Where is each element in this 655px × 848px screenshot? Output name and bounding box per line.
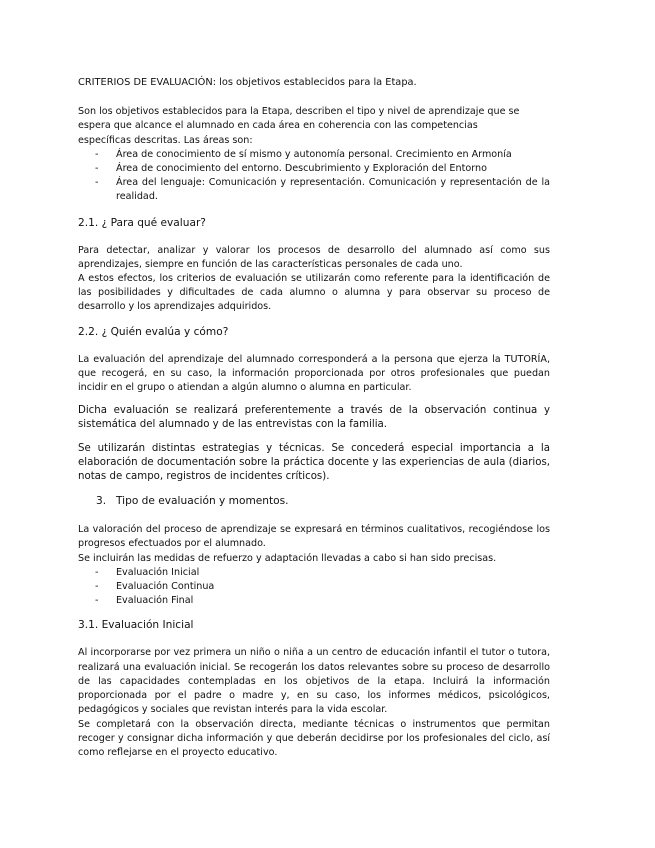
section-2-2-heading: 2.2. ¿ Quién evalúa y cómo? <box>78 325 229 338</box>
section-2-1-heading: 2.1. ¿ Para qué evaluar? <box>78 216 206 229</box>
section-2-1-paragraph: A estos efectos, los criterios de evaluación se utilizarán como referente para la identificación de las posibilidades y dificultades de cada alumno o alumna y para observar su proceso de desarrollo y los aprendizajes adquiridos. <box>78 273 550 313</box>
section-3-paragraph: La valoración del proceso de aprendizaje se expresará en términos cualitativos, recogiéndose los progresos efectuados por el alumnado. <box>78 524 550 550</box>
list-item: - Evaluación Final <box>95 595 194 607</box>
section-2-2-paragraph: Se utilizarán distintas estrategias y técnicas. Se concederá especial importancia a la elaboración de documentación sobre la práctica docente y las experiencias de aula (diarios, notas de campo, registros de incidentes críticos). <box>78 442 550 483</box>
evaluation-types-list <box>78 566 550 609</box>
list-item: - Área del lenguaje: Comunicación y representación. Comunicación y representación de la realidad. <box>95 177 550 203</box>
section-number: 3. <box>96 495 107 508</box>
section-3-1-heading: 3.1. Evaluación Inicial <box>78 619 194 632</box>
section-2-1-paragraph: Para detectar, analizar y valorar los procesos de desarrollo del alumnado así como sus aprendizajes, siempre en función de las características personales de cada uno. <box>78 244 550 270</box>
section-3-heading <box>78 494 550 508</box>
list-item: - Evaluación Inicial <box>95 566 200 578</box>
section-2-2-paragraph: Dicha evaluación se realizará preferentemente a través de la observación continua y sistemática del alumnado y de las entrevistas con la familia. <box>78 405 550 431</box>
document-title: CRITERIOS DE EVALUACIÓN: los objetivos establecidos para la Etapa. <box>78 77 417 88</box>
list-item: - Área de conocimiento del entorno. Descubrimiento y Exploración del Entorno <box>95 163 487 175</box>
list-item: - Área de conocimiento de sí mismo y autonomía personal. Crecimiento en Armonía <box>95 148 512 160</box>
section-3-title: Tipo de evaluación y momentos. <box>116 495 289 508</box>
section-3-paragraph: Se incluirán las medidas de refuerzo y adaptación llevadas a cabo si han sido precisas. <box>78 552 497 564</box>
section-2-2-paragraph: La evaluación del aprendizaje del alumnado corresponderá a la persona que ejerza la TUTORÍA, que recogerá, en su caso, la información proporcionada por otros profesionales que puedan incidir en el grupo o atiendan a algún alumno o alumna en particular. <box>78 353 550 394</box>
areas-list <box>78 148 550 205</box>
section-3-1-paragraph: Al incorporarse por vez primera un niño o niña a un centro de educación infantil el tutor o tutora, realizará una evaluación inicial. Se recogerán los datos relevantes sobre su proceso de desarrollo de las capacidades contempladas en los objetivos de la etapa. Incluirá la información proporcionada por el padre o madre y, en su caso, los informes médicos, psicológicos, pedagógicos y sociales que revistan interés para la vida escolar. <box>78 647 550 716</box>
document-page <box>78 76 550 760</box>
intro-paragraph: Son los objetivos establecidos para la Etapa, describen el tipo y nivel de aprendizaje que se espera que alcance el alumnado en cada área en coherencia con las competencias específicas descritas. Las áreas son: <box>78 106 520 146</box>
list-item: - Evaluación Continua <box>95 581 215 593</box>
section-3-1-paragraph: Se completará con la observación directa, mediante técnicas o instrumentos que permitan recoger y consignar dicha información y que deberán decidirse por los profesionales del ciclo, así como reflejarse en el proyecto educativo. <box>78 718 550 758</box>
